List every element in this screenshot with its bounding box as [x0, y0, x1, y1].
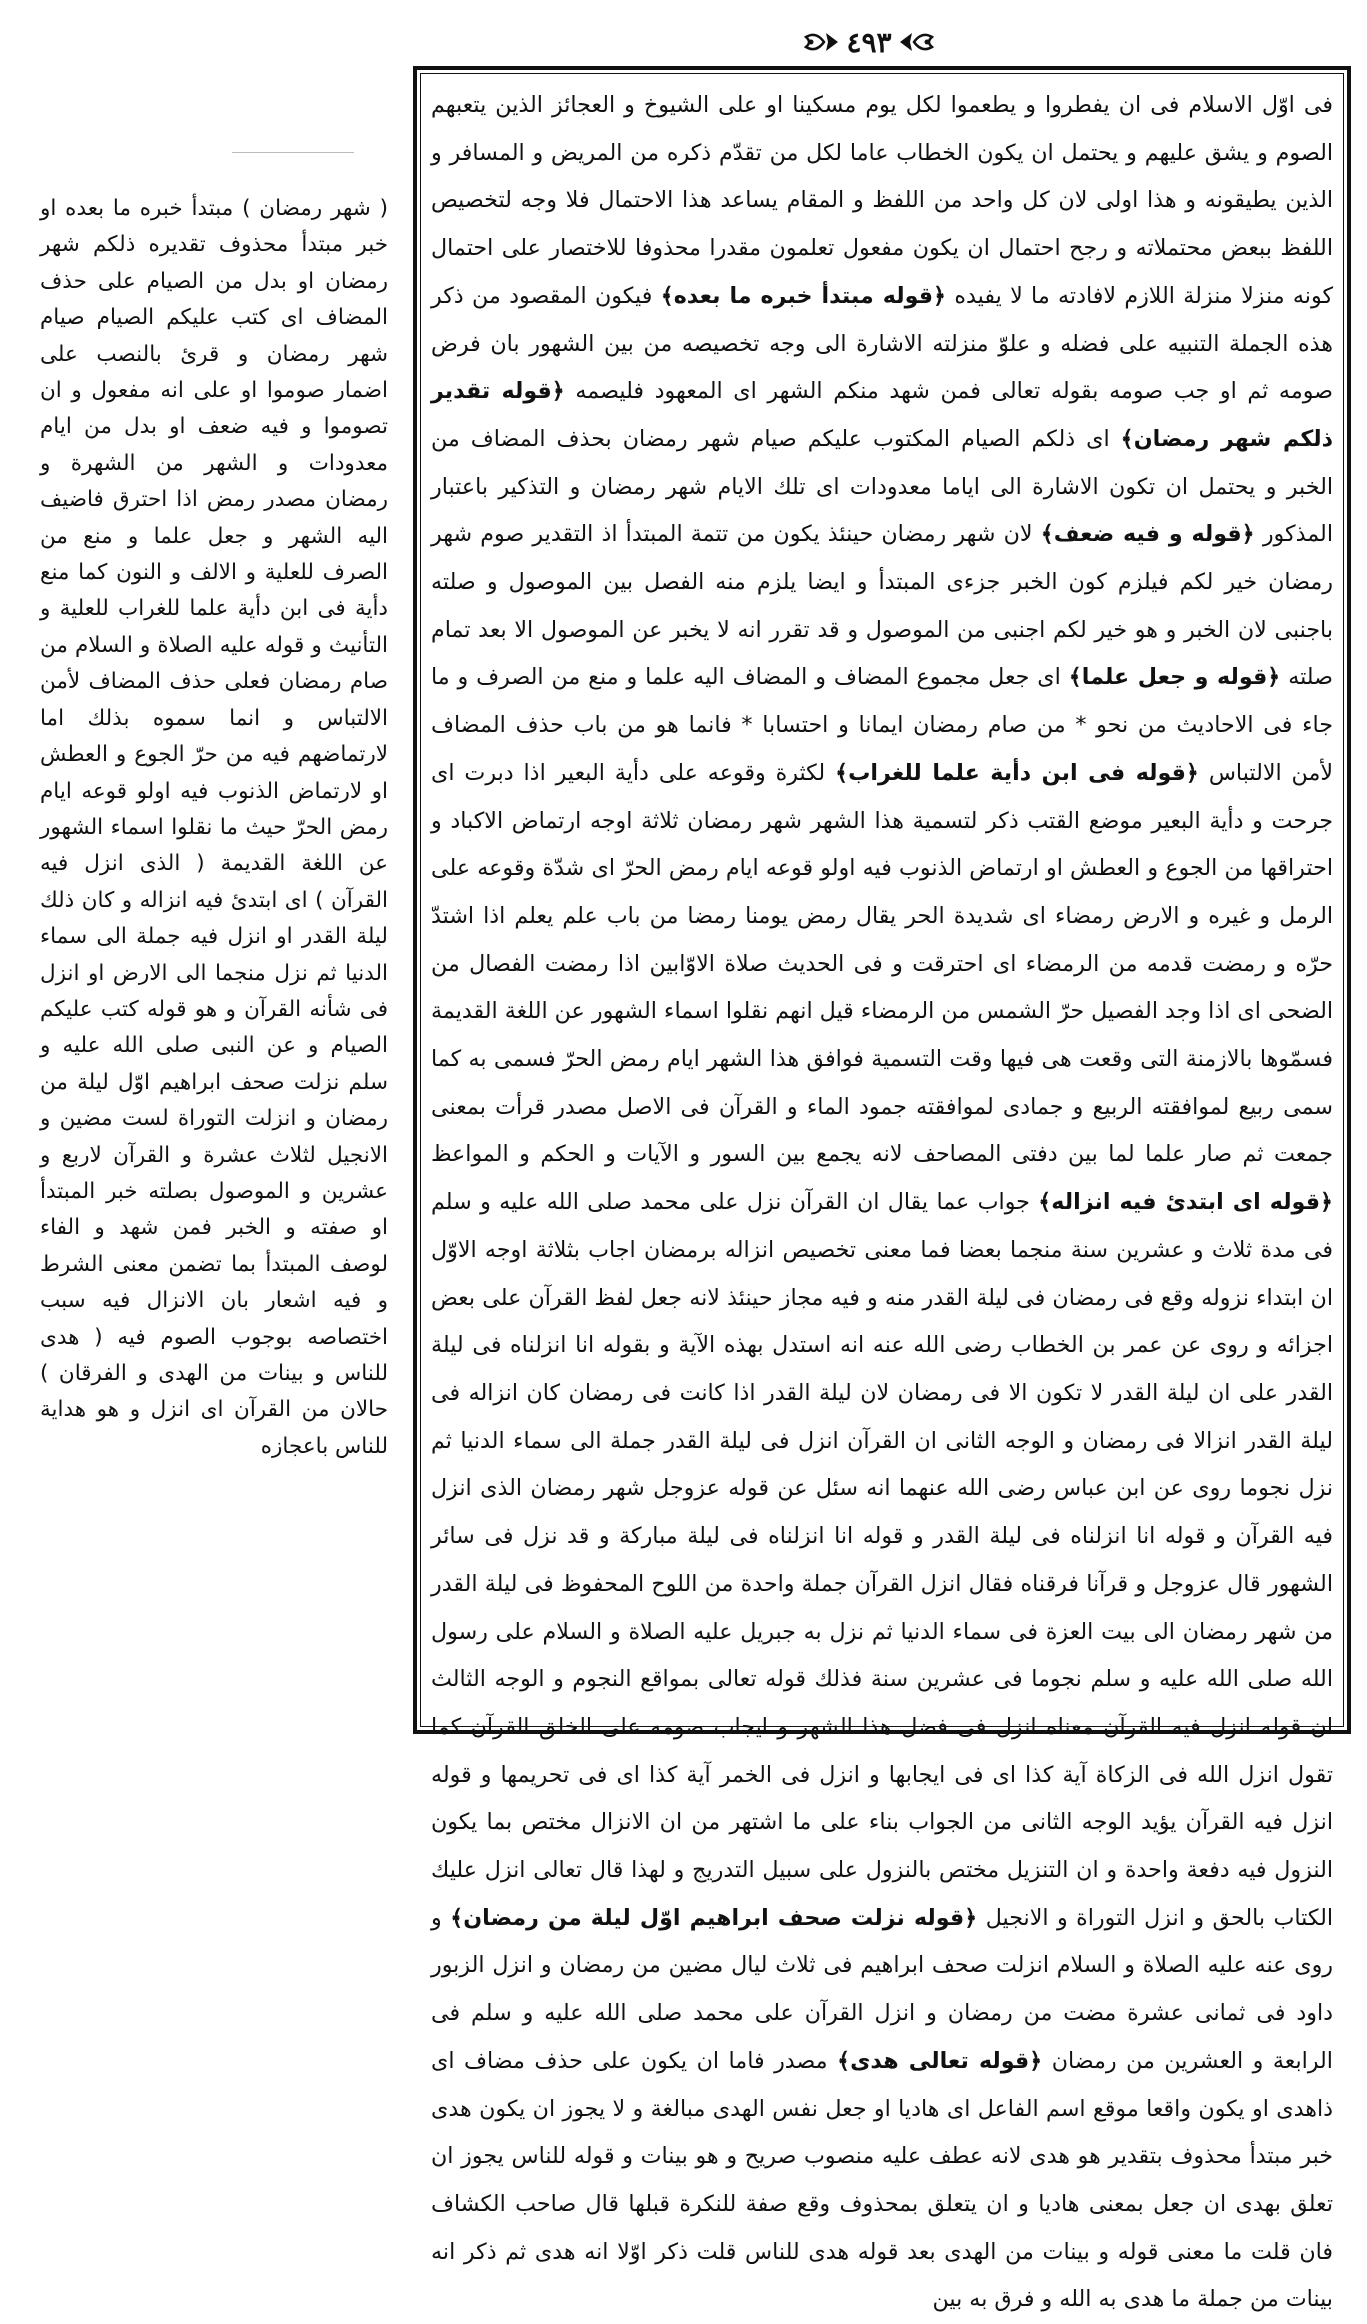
lemma-heading: ﴿قوله تعالى هدى﴾ [837, 2047, 1043, 2074]
lemma-text: قوله تقدير ذلكم شهر رمضان [431, 378, 1333, 452]
lemma-text: قوله مبتدأ خبره ما بعده [673, 282, 934, 309]
commentary-segment: لان شهر رمضان حينئذ يكون من تتمة المبتدأ اذ التقدير صوم شهر رمضان خير لكم فيلزم كون الخبر جزءى المبتدأ و ايضا يلزم منه الفصل بين الموصول و صلته باجنبى لان الخبر و هو خير لكم اجنبى من الموصول و قد تقرر انه لا يخبر عن الموصول الا بعد تمام صلته [431, 521, 1333, 691]
lemma-text: قوله و جعل علما [1081, 664, 1268, 691]
page-number: ٤٩٣ [846, 25, 892, 59]
lemma-heading: ﴿قوله تقدير ذلكم شهر رمضان﴾ [431, 378, 1333, 452]
lemma-text: قوله نزلت صحف ابراهيم اوّل ليلة من رمضان [463, 1904, 965, 1931]
main-commentary [431, 82, 1334, 2313]
ornament-left-icon [802, 29, 840, 55]
lemma-heading: ﴿قوله و جعل علما﴾ [1068, 664, 1281, 691]
ornament-right-icon [898, 29, 936, 55]
commentary-segment: فيكون المقصود من ذكر هذه الجملة التنبيه على فضله و علوّ منزلته الاشارة الى وجه تخصيصه من بين الشهور بان فرض صومه ثم او جب صومه بقوله تعالى فمن شهد منكم الشهر اى المعهود فليصمه [431, 282, 1333, 405]
lemma-text: قوله اى ابتدئ فيه انزاله [1051, 1189, 1320, 1216]
commentary-body [431, 82, 1333, 2324]
lemma-text: قوله تعالى هدى [850, 2047, 1030, 2074]
page-number-ornament [794, 24, 944, 60]
page-header [0, 10, 1367, 60]
lemma-heading: ﴿قوله نزلت صحف ابراهيم اوّل ليلة من رمضان﴾ [450, 1904, 978, 1931]
lemma-heading: ﴿قوله فى ابن دأية علما للغراب﴾ [835, 759, 1199, 786]
margin-divider [232, 152, 354, 153]
commentary-segment: فى اوّل الاسلام فى ان يفطروا و يطعموا لكل يوم مسكينا او على الشيوخ و العجائز الذين يتعبهم الصوم و يشق عليهم و يحتمل ان يكون الخطاب عاما لكل من تقدّم ذكره من المريض و المسافر و الذين يطيقونه و هذا اولى لان كل واحد من اللفظ و المقام يساعد هذا الاحتمال فلا وجه لتخصيص اللفظ ببعض محتملاته و رجح احتمال ان يكون مفعول تعلمون مقدرا محذوفا للاختصار على احتمال كونه منزلا منزلة اللازم لافادته ما لا يفيده [431, 92, 1334, 309]
commentary-segment: مصدر فاما ان يكون على حذف مضاف اى ذاهدى او يكون واقعا موقع اسم الفاعل اى هاديا او جعل نفس الهدى مبالغة و لا يجوز ان يكون هدى خبر مبتدأ محذوف بتقدير هو هدى لانه عطف عليه منصوب صريح و هو بينات و قوله للناس يجوز ان تعلق بهدى ان جعل بمعنى هاديا و ان يتعلق بمحذوف وقع صفة للنكرة قبلها قال صاحب الكشاف فان قلت ما معنى قوله و بينات من الهدى بعد قوله هدى للناس قلت ذكر اوّلا انه هدى ثم ذكر انه بينات من جملة ما هدى به الله و فرق به بين [431, 2047, 1333, 2313]
main-text-frame [413, 66, 1351, 2313]
commentary-segment: لكثرة وقوعه على دأية البعير اذا دبرت اى جرحت و دأية البعير موضع القتب ذكر لتسمية هذا الشهر شهر رمضان ثلاثة اوجه ارتماض الاكباد و احتراقها من الجوع و العطش او ارتماض الذنوب فيه اولو قوعه ايام رمض الحرّ اى شدّة وقوعه على الرمل و غيره و الارض رمضاء اى شديدة الحر يقال رمض يومنا رمضا من باب علم يعلم اذا اشتدّ حرّه و رمضت قدمه من الرمضاء اى احترقت و فى الحديث صلاة الاوّابين اذا رمضت الفصال من الضحى اى اذا وجد الفصيل حرّ الشمس من الرمضاء قيل انهم نقلوا اسماء الشهور عن اللغة القديمة فسمّوها بالازمنة التى وقعت هى فيها وقت التسمية فوافق هذا الشهر ايام رمض الحرّ فسمى به كما سمى ربيع لموافقته الربيع و جمادى لموافقته جمود الماء و القرآن فى الاصل مصدر قرأت بمعنى جمعت ثم صار علما لما بين دفتى المصاحف لانه يجمع بين السور و الآيات و الحكم و المواعظ [431, 759, 1333, 1168]
lemma-heading: ﴿قوله اى ابتدئ فيه انزاله﴾ [1038, 1189, 1333, 1216]
margin-commentary-text: ( شهر رمضان ) مبتدأ خبره ما بعده او خبر مبتدأ محذوف تقديره ذلكم شهر رمضان او بدل من الصيام على حذف المضاف اى كتب عليكم الصيام صيام شهر رمضان و قرئ بالنصب على اضمار صوموا او على انه مفعول و ان تصوموا و فيه ضعف او بدل من ايام معدودات و الشهر من الشهرة و رمضان مصدر رمض اذا احترق فاضيف اليه الشهر و جعل علما و منع من الصرف للعلية و الالف و النون كما منع دأية فى ابن دأية علما للغراب للعلية و التأنيث و قوله عليه الصلاة و السلام من صام رمضان فعلى حذف المضاف لأمن الالتباس و انما سموه بذلك اما لارتماضهم فيه من حرّ الجوع و العطش او لارتماض الذنوب فيه اولو قوعه ايام رمض الحرّ حيث ما نقلوا اسماء الشهور عن اللغة القديمة ( الذى انزل فيه القرآن ) اى ابتدئ فيه انزاله و كان ذلك ليلة القدر او انزل فيه جملة الى سماء الدنيا ثم نزل منجما الى الارض او انزل فى شأنه القرآن و هو قوله كتب عليكم الصيام و عن النبى صلى الله عليه و سلم نزلت صحف ابراهيم اوّل ليلة من رمضان و انزلت التوراة لست مضين و الانجيل لثلاث عشرة و القرآن لاربع و عشرين و الموصول بصلته خبر المبتدأ او صفته و الخبر فمن شهد و الفاء لوصف المبتدأ بما تضمن معنى الشرط و فيه اشعار بان الانزال فيه سبب اختصاصه بوجوب الصوم فيه ( هدى للناس و بينات من الهدى و الفرقان ) حالان من القرآن اى انزل و هو هداية للناس باعجازه [40, 196, 388, 1459]
commentary-segment: اى جعل مجموع المضاف و المضاف اليه علما و منع من الصرف و ما جاء فى الاحاديث من نحو * من صام رمضان ايمانا و احتسابا * فانما هو من باب حذف المضاف لأمن الالتباس [431, 664, 1333, 786]
commentary-segment: و روى عنه عليه الصلاة و السلام انزلت صحف ابراهيم فى ثلاث ليال مضين من رمضان و انزل الزبور داود فى ثمانى عشرة مضت من رمضان و انزل القرآن على محمد صلى الله عليه و سلم فى الرابعة و العشرين من رمضان [431, 1904, 1333, 2074]
commentary-segment: اى ذلكم الصيام المكتوب عليكم صيام شهر رمضان بحذف المضاف من الخبر و يحتمل ان تكون الاشارة الى اياما معدودات اى تلك الايام شهر رمضان و التذكير باعتبار المذكور [431, 425, 1333, 548]
margin-commentary [40, 191, 388, 1459]
commentary-segment: جواب عما يقال ان القرآن نزل على محمد صلى الله عليه و سلم فى مدة ثلاث و عشرين سنة منجما بعضا فما معنى تخصيص انزاله برمضان اجاب بثلاثة اوجه الاوّل ان ابتداء نزوله وقع فى رمضان فى ليلة القدر منه و فيه مجاز حينئذ لانه جعل لفظ القرآن على بعض اجزائه و روى عن عمر بن الخطاب رضى الله عنه انه استدل بهذه الآية و بقوله انا انزلناه فى ليلة القدر على ان ليلة القدر لا تكون الا فى رمضان لان ليلة القدر اذا كانت فى رمضان كان انزاله فى ليلة القدر انزالا فى رمضان و الوجه الثانى ان القرآن انزل فى ليلة القدر جملة الى سماء الدنيا ثم نزل نجوما روى عن ابن عباس رضى الله عنهما انه سئل عن قوله عزوجل شهر رمضان الذى انزل فيه القرآن و قوله انا انزلناه فى ليلة القدر و قوله انا انزلناه فى ليلة مباركة و قد نزل فى سائر الشهور قال عزوجل و قرآنا فرقناه فقال انزل القرآن جملة واحدة من اللوح المحفوظ فى ليلة القدر من شهر رمضان الى بيت العزة فى سماء الدنيا ثم نزل به جبريل عليه الصلاة و السلام على رسول الله صلى الله عليه و سلم نجوما فى عشرين سنة فذلك قوله تعالى بمواقع النجوم و الوجه الثالث ان قوله انزل فيه القرآن معناه انزل فى فضل هذا الشهر و ايجاب صومه على الخلق القرآن كما تقول انزل الله فى الزكاة آية كذا اى فى ايجابها و انزل فى الخمر آية كذا اى فى تحريمها و قوله انزل فيه القرآن يؤيد الوجه الثانى من الجواب بناء على ما اشتهر من ان الانزال مختص بما يكون النزول فيه دفعة واحدة و ان التنزيل مختص بالنزول على سبيل التدريج و لهذا قال تعالى انزل عليك الكتاب بالحق و انزل التوراة و الانجيل [431, 1189, 1334, 1931]
lemma-text: قوله و فيه ضعف [1053, 521, 1242, 548]
lemma-heading: ﴿قوله و فيه ضعف﴾ [1040, 521, 1255, 548]
lemma-heading: ﴿قوله مبتدأ خبره ما بعده﴾ [660, 282, 947, 309]
lemma-text: قوله فى ابن دأية علما للغراب [848, 759, 1186, 786]
